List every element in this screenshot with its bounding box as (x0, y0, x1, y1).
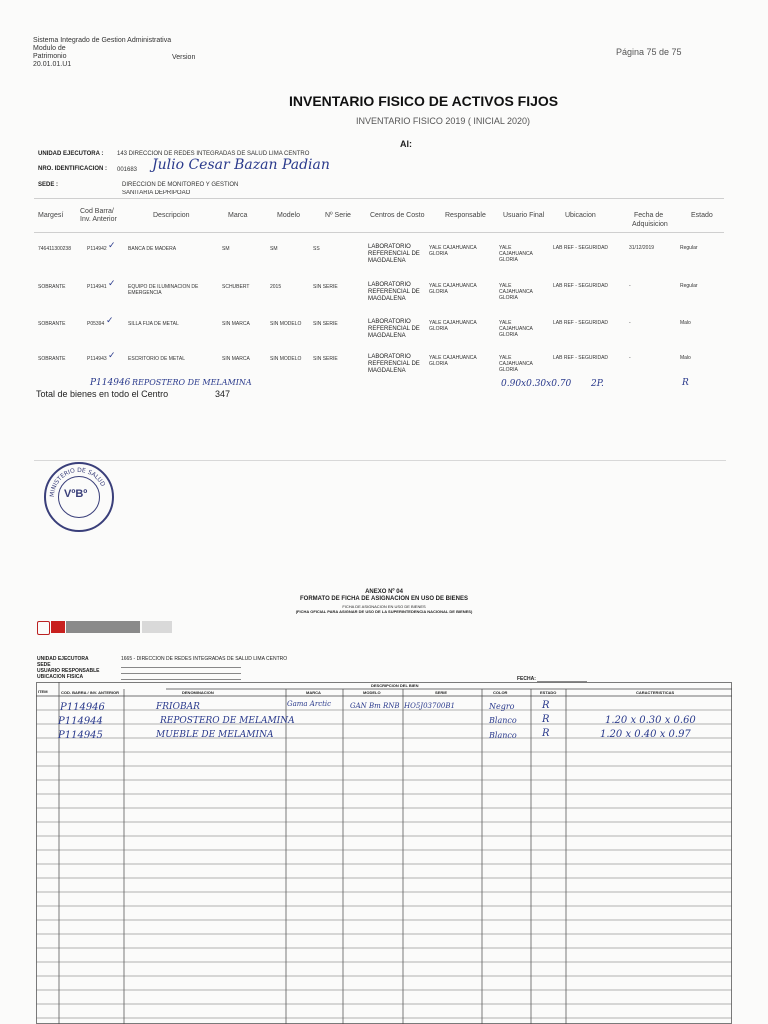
annex-row-cod: P114944 (58, 716, 103, 727)
annex-row-modelo: GAN Bm RNB (350, 702, 400, 710)
document-title: INVENTARIO FISICO DE ACTIVOS FIJOS (289, 93, 559, 109)
annex-row-car: 1.20 x 0.30 x 0.60 (605, 715, 696, 726)
annex-row-marca: Gama Arctic (287, 700, 332, 708)
table-row-modelo: 2015 (270, 284, 282, 290)
annex-desc-bien: DESCRIPCION DEL BIEN (371, 683, 419, 688)
annex-line3: FICHA DE ASIGNACION EN USO DE BIENES (342, 604, 426, 609)
table-row-serie: SS (313, 246, 320, 252)
annex-row-den: FRIOBAR (156, 702, 200, 712)
annex-col-denominacion: DENOMINACION (182, 690, 214, 695)
table-row-marca: SIN MARCA (222, 321, 250, 327)
check-icon: ✓ (106, 315, 114, 325)
table-row-ubicacion: LAB REF - SEGURIDAD (553, 283, 609, 289)
col-inv-anterior: Inv. Anterior (80, 216, 117, 223)
annex-col-modelo: MODELO (363, 690, 381, 695)
handwritten-desc: REPOSTERO DE MELAMINA (132, 378, 252, 387)
ministry-logo-bar (66, 621, 140, 633)
annex-row-cod: P114945 (58, 730, 103, 741)
col-cod-barra: Cod Barra/ (80, 208, 114, 215)
table-row-modelo: SIN MODELO (270, 356, 302, 362)
col-estado: Estado (691, 212, 713, 219)
al-label: Al: (400, 139, 412, 149)
system-line-4: 20.01.01.U1 (33, 61, 72, 68)
sede-value-2: SANITARIA DEPRIPOAO (122, 190, 191, 195)
table-row-desc: BANCA DE MADERA (128, 246, 177, 252)
check-icon: ✓ (108, 240, 116, 250)
annex-row-den: MUEBLE DE MELAMINA (156, 730, 274, 740)
table-row-desc: ESCRITORIO DE METAL (128, 356, 186, 362)
table-row-centro: LABORATORIO REFERENCIAL DE MAGDALENA (368, 319, 420, 339)
annex-row-serie: HO5J03700B1 (404, 702, 455, 710)
table-row-estado: Regular (680, 283, 698, 289)
annex-col-marca: MARCA (306, 690, 321, 695)
annex-usuario-label: USUARIO RESPONSABLE (37, 668, 100, 674)
table-row-fecha: - (629, 283, 631, 289)
table-row-marca: SCHUBERT (222, 284, 250, 290)
handwritten-estado: R (682, 378, 689, 388)
section-divider (34, 460, 726, 461)
stamp-vb: VºBº (64, 488, 88, 500)
check-icon: ✓ (108, 350, 116, 360)
total-label: Total de bienes en todo el Centro (36, 389, 169, 399)
annex-row-color: Negro (489, 702, 515, 711)
col-serie: Nº Serie (325, 212, 351, 219)
table-row-centro: LABORATORIO REFERENCIAL DE MAGDALENA (368, 282, 420, 302)
sede-line (121, 667, 241, 668)
table-row-centro: LABORATORIO REFERENCIAL DE MAGDALENA (368, 354, 420, 374)
table-row-marca: SM (222, 246, 230, 252)
col-centros: Centros de Costo (370, 212, 425, 219)
table-row-margesi: SOBRANTE (38, 356, 66, 362)
annex-row-den: REPOSTERO DE MELAMINA (160, 716, 295, 726)
col-responsable: Responsable (445, 212, 486, 219)
annex-sede-label: SEDE (37, 662, 51, 668)
annex-col-item: ITEM (38, 689, 48, 694)
annex-col-color: COLOR (493, 690, 508, 695)
col-usuario: Usuario Final (503, 212, 545, 219)
table-row-margesi: SOBRANTE (38, 321, 66, 327)
sede-label: SEDE : (38, 182, 59, 188)
annex-col-serie: SERIE (435, 690, 448, 695)
table-row-margesi: 746411300238 (38, 246, 71, 252)
table-row-modelo: SIN MODELO (270, 321, 302, 327)
table-row-cod: P114943 (87, 356, 107, 362)
annex-col-caracteristicas: CARACTERISTICAS (636, 690, 675, 695)
table-row-fecha: - (629, 320, 631, 326)
annex-row-color: Blanco (489, 731, 517, 740)
col-margesi: Margesí (38, 212, 64, 219)
table-row-fecha: - (629, 355, 631, 361)
ministry-logo-text (142, 621, 172, 633)
table-row-ubicacion: LAB REF - SEGURIDAD (553, 245, 609, 251)
table-row-resp: YALE CAJAHUANCA GLORIA (429, 320, 477, 332)
stamp-text: MINISTERIO DE SALUD (48, 466, 107, 498)
table-row-cod: P114942 (87, 246, 107, 252)
table-row-ubicacion: LAB REF - SEGURIDAD (553, 355, 609, 361)
system-line-3: Patrimonio (33, 53, 67, 60)
table-row-usuario: YALE CAJAHUANCA GLORIA (499, 245, 533, 263)
page-number: Página 75 de 75 (616, 47, 682, 57)
handwritten-extra: 2P. (591, 379, 604, 389)
unidad-label: UNIDAD EJECUTORA : (38, 151, 104, 157)
table-row-desc: SILLA FIJA DE METAL (128, 321, 179, 327)
table-row-estado: Malo (680, 355, 691, 361)
ubicacion-line (121, 679, 241, 680)
table-row-usuario: YALE CAJAHUANCA GLORIA (499, 355, 533, 373)
table-row-marca: SIN MARCA (222, 356, 250, 362)
table-row-resp: YALE CAJAHUANCA GLORIA (429, 245, 477, 257)
document-subtitle: INVENTARIO FISICO 2019 ( INICIAL 2020) (356, 116, 531, 126)
annex-ubicacion-label: UBICACION FISICA (37, 674, 84, 680)
annex-row-car: 1.20 x 0.40 x 0.97 (600, 729, 691, 740)
annex-subtitle: FORMATO DE FICHA DE ASIGNACION EN USO DE BIENES (299, 596, 468, 602)
annex-fecha-label: FECHA: (517, 676, 536, 682)
annex-unidad-label: UNIDAD EJECUTORA (37, 656, 89, 662)
annex-row-cod: P114946 (60, 702, 105, 713)
table-row-fecha: 31/12/2019 (629, 245, 655, 251)
col-descripcion: Descripcion (153, 212, 190, 219)
table-row-desc: EQUIPO DE ILUMINACION DE EMERGENCIA (128, 284, 199, 296)
sede-value-1: DIRECCION DE MONITOREO Y GESTION (122, 182, 239, 188)
annex-col-cod: COD. BARRA / INV. ANTERIOR (60, 690, 119, 695)
table-row-usuario: YALE CAJAHUANCA GLORIA (499, 320, 533, 338)
annex-line4: (FICHA OFICIAL PARA ASIGNAR DE USO DE LA SUPERINTEDENCIA NACIONAL DE BIENES) (295, 609, 473, 614)
table-row-resp: YALE CAJAHUANCA GLORIA (429, 355, 477, 367)
handwritten-dims: 0.90x0.30x0.70 (501, 379, 572, 389)
table-top-rule (34, 198, 724, 199)
col-modelo: Modelo (277, 212, 300, 219)
nro-handwritten: Julio Cesar Bazan Padian (152, 157, 330, 173)
col-fecha: Fecha de (634, 212, 664, 219)
table-row-cod: P05394 (87, 321, 105, 327)
handwritten-code: P114946 (90, 378, 131, 388)
table-row-serie: SIN SERIE (313, 321, 338, 327)
header-rule (34, 232, 724, 233)
table-row-serie: SIN SERIE (313, 356, 338, 362)
table-row-resp: YALE CAJAHUANCA GLORIA (429, 283, 477, 295)
nro-label: NRO. IDENTIFICACION : (38, 166, 107, 172)
annex-row-color: Blanco (489, 716, 517, 725)
col-adquisicion: Adquisicion (632, 221, 668, 228)
usuario-line (121, 673, 241, 674)
system-line-2: Modulo de (33, 45, 66, 52)
system-line-1: Sistema Integrado de Gestion Administrativa (33, 37, 172, 44)
annex-row-estado: R (542, 700, 550, 711)
table-row-modelo: SM (270, 246, 278, 252)
table-row-usuario: YALE CAJAHUANCA GLORIA (499, 283, 533, 301)
table-row-centro: LABORATORIO REFERENCIAL DE MAGDALENA (368, 244, 420, 264)
peru-shield-icon (37, 621, 50, 635)
annex-row-estado: R (542, 714, 550, 725)
nro-value: 001683 (117, 167, 138, 173)
table-row-ubicacion: LAB REF - SEGURIDAD (553, 320, 609, 326)
version-label: Version (172, 54, 196, 61)
annex-row-estado: R (542, 728, 550, 739)
table-row-estado: Malo (680, 320, 691, 326)
table-row-estado: Regular (680, 245, 698, 251)
table-row-cod: P114941 (87, 284, 107, 290)
col-ubicacion: Ubicacion (565, 212, 596, 219)
system-header (33, 37, 171, 69)
annex-col-estado: ESTADO (540, 690, 557, 695)
peru-flag-icon (51, 621, 65, 633)
unidad-value: 143 DIRECCION DE REDES INTEGRADAS DE SALUD LIMA CENTRO (117, 151, 310, 157)
table-row-margesi: SOBRANTE (38, 284, 66, 290)
total-value: 347 (215, 389, 231, 399)
table-row-serie: SIN SERIE (313, 284, 338, 290)
annex-unidad-value: 1665 - DIRECCION DE REDES INTEGRADAS DE SALUD LIMA CENTRO (121, 656, 288, 662)
check-icon: ✓ (108, 278, 116, 288)
annex-title: ANEXO Nº 04 (365, 589, 403, 595)
col-marca: Marca (228, 212, 248, 219)
